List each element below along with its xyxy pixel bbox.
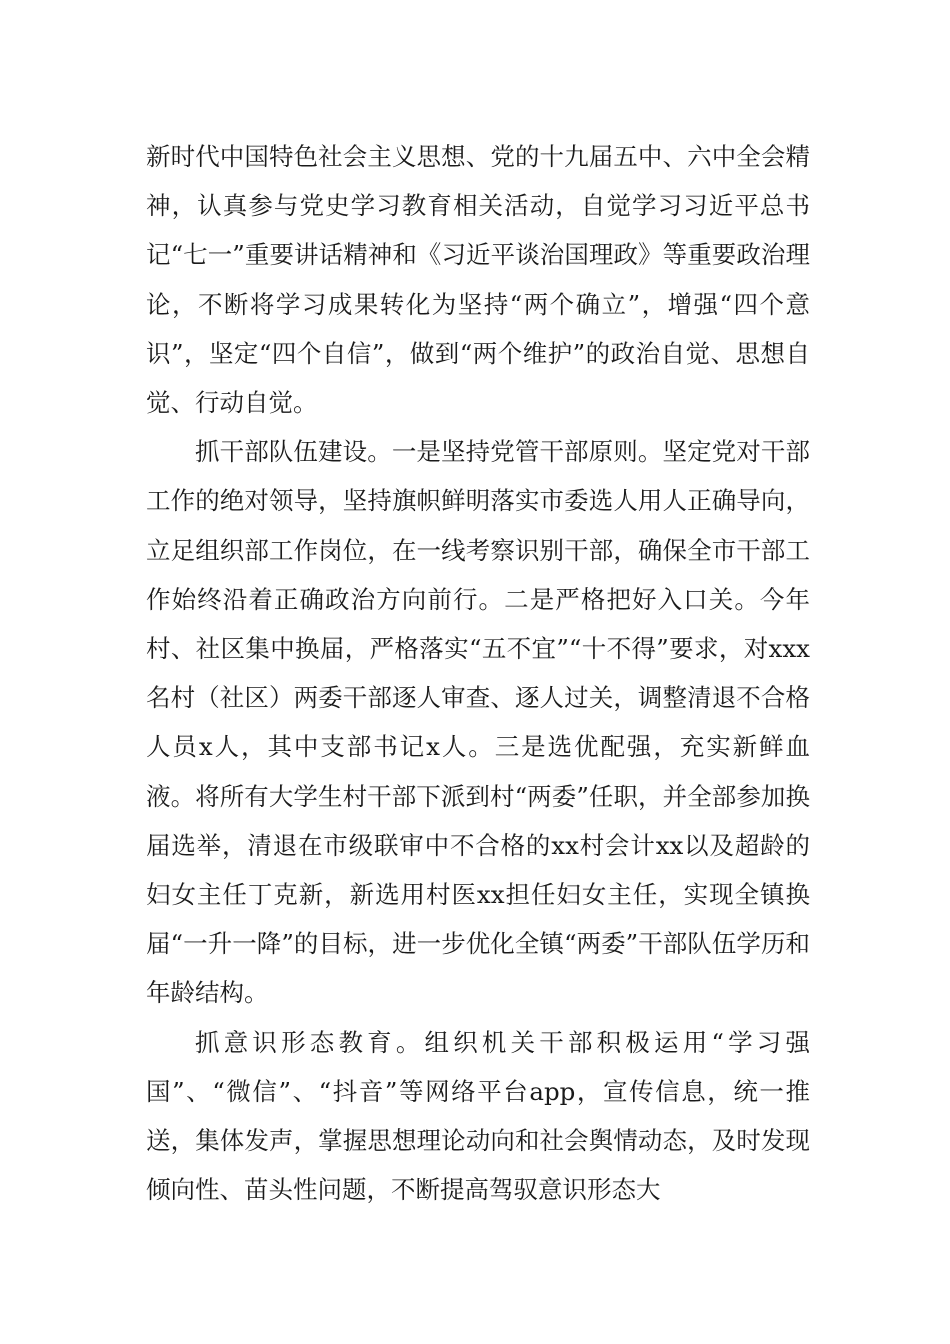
paragraph-continued: 新时代中国特色社会主义思想、党的十九届五中、六中全会精神，认真参与党史学习教育相关活动，自觉学习习近平总书记“七一”重要讲话精神和《习近平谈治国理政》等重要政治理论，不断将学习成果转化为坚持“两个确立”，增强“四个意识”，坚定“四个自信”，做到“两个维护”的政治自觉、思想自觉、行动自觉。 bbox=[146, 142, 810, 418]
paragraph-ideology-education: 抓意识形态教育。组织机关干部积极运用“学习强国”、“微信”、“抖音”等网络平台app，宣传信息，统一推送，集体发声，掌握思想理论动向和社会舆情动态，及时发现倾向性、苗头性问题，不断提高驾驭意识形态大 bbox=[146, 1027, 810, 1205]
paragraph-cadre-team-building: 抓干部队伍建设。一是坚持党管干部原则。坚定党对干部工作的绝对领导，坚持旗帜鲜明落实市委选人用人正确导向，立足组织部工作岗位，在一线考察识别干部，确保全市干部工作始终沿着正确政治方向前行。二是严格把好入口关。今年村、社区集中换届，严格落实“五不宜”“十不得”要求，对xxx名村（社区）两委干部逐人审查、逐人过关，调整清退不合格人员x人，其中支部书记x人。三是选优配强，充实新鲜血液。将所有大学生村干部下派到村“两委”任职，并全部参加换届选举，清退在市级联审中不合格的xx村会计xx以及超龄的妇女主任丁克新，新选用村医xx担任妇女主任，实现全镇换届“一升一降”的目标，进一步优化全镇“两委”干部队伍学历和年龄结构。 bbox=[146, 437, 810, 1008]
document-body bbox=[146, 132, 810, 1214]
